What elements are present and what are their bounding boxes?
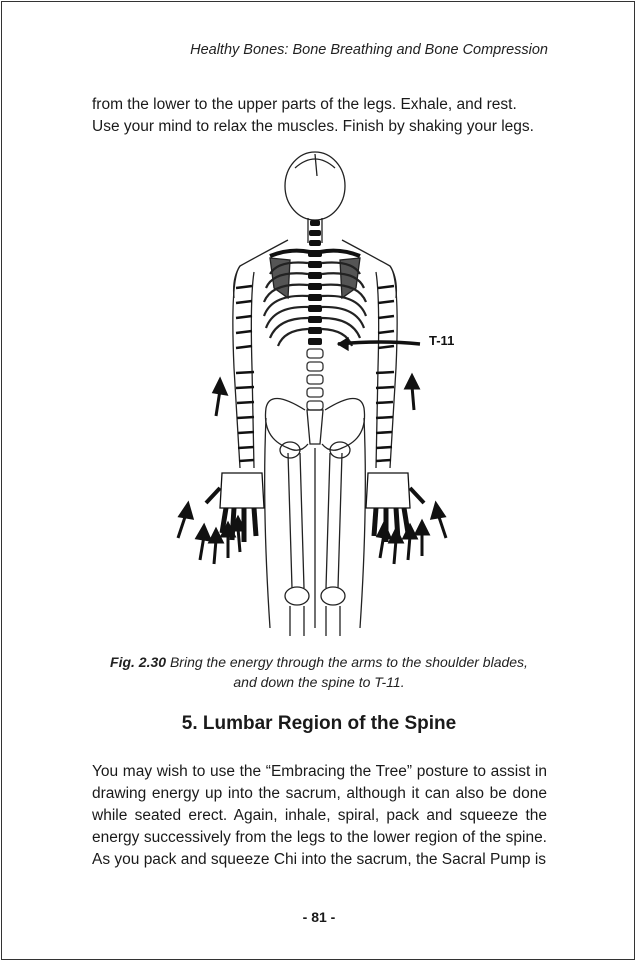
body-paragraph-top: from the lower to the upper parts of the legs. Exhale, and rest. Use your mind to relax the muscles. Finish by shaking your legs.: [92, 96, 534, 135]
caption-line-1: Bring the energy through the arms to the shoulder blades,: [169, 654, 528, 670]
caption-line-2: and down the spine to T-11.: [233, 674, 405, 690]
running-header: Healthy Bones: Bone Breathing and Bone Compression: [190, 42, 548, 58]
body-paragraph-bottom: You may wish to use the “Embracing the Tree” posture to assist in drawing energy up into the sacrum, although it can also be done while seated erect. Again, inhale, spiral, pack and squeeze the energy successively from the legs to the lower region of the spine. As you pack and squeeze Chi into the sacrum, the Sacral Pump is: [92, 763, 547, 868]
page-number: - 81 -: [302, 909, 336, 925]
figure-number: Fig. 2.30: [110, 654, 167, 670]
section-heading: 5. Lumbar Region of the Spine: [181, 713, 457, 734]
t11-marker-label: T-11: [429, 333, 455, 348]
skeleton-illustration: [170, 148, 460, 638]
figure-caption: [80, 652, 558, 692]
